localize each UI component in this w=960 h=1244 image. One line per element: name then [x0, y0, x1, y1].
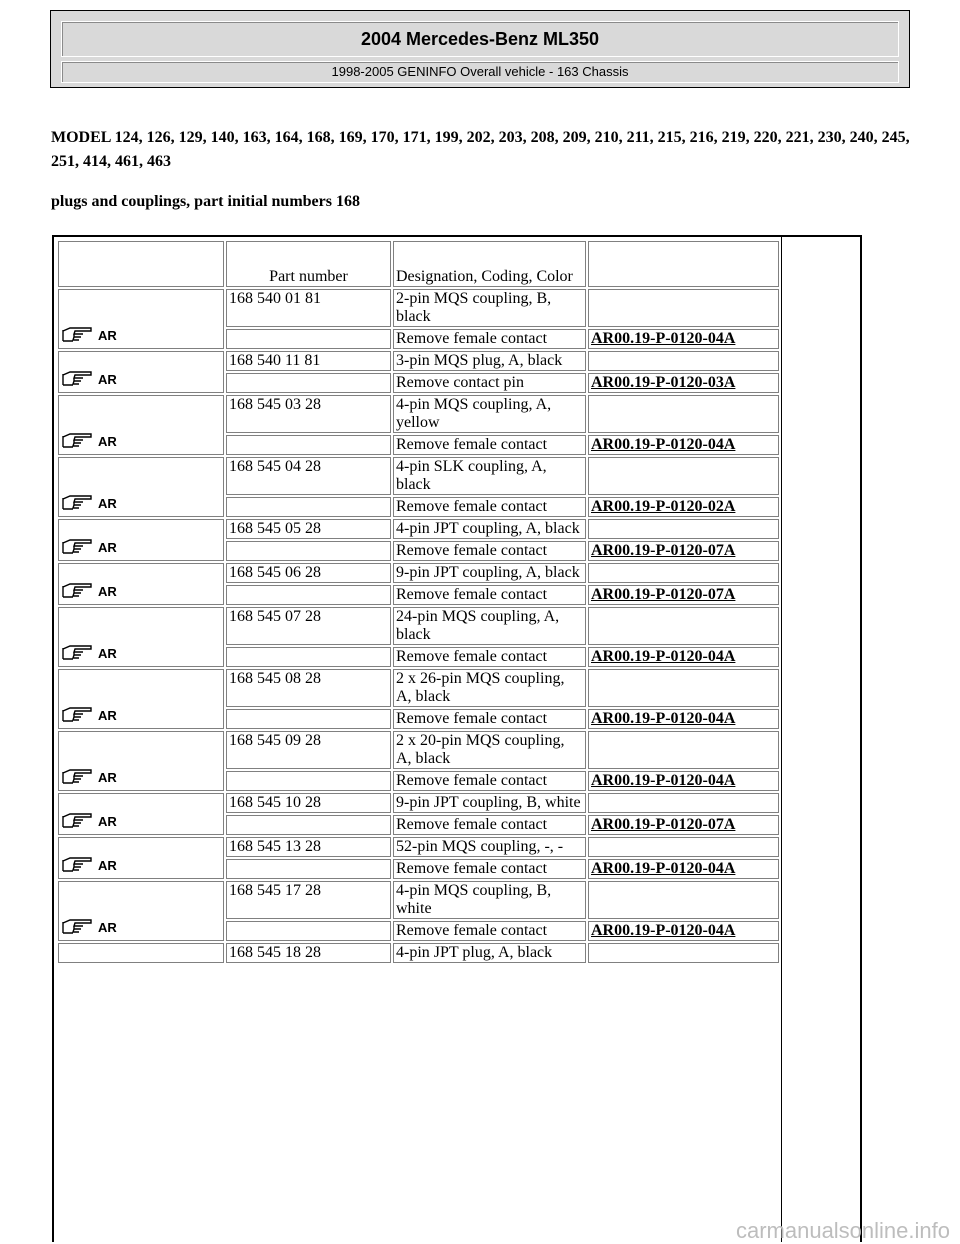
- action-text: Remove contact pin: [393, 373, 586, 393]
- row-icon-cell: [58, 395, 224, 455]
- header-designation: Designation, Coding, Color: [393, 241, 586, 287]
- action-text: Remove female contact: [393, 497, 586, 517]
- action-text: Remove female contact: [393, 709, 586, 729]
- svg-text:AR: AR: [98, 584, 117, 599]
- procedure-link[interactable]: AR00.19-P-0120-02A: [591, 498, 736, 515]
- table-row: [58, 457, 779, 495]
- hand-pointer-icon: [61, 325, 123, 343]
- table-row: [58, 943, 779, 963]
- procedure-link[interactable]: AR00.19-P-0120-03A: [591, 374, 736, 391]
- model-list: MODEL 124, 126, 129, 140, 163, 164, 168, 169, 170, 171, 199, 202, 203, 208, 209, 210, 211, 215, 216, 219, 220, 221, 230, 240, 245, 251, 414, 461, 463: [51, 129, 910, 170]
- page-header: [50, 10, 910, 88]
- action-text: Remove female contact: [393, 647, 586, 667]
- part-number: 168 540 01 81: [226, 289, 391, 327]
- row-icon-cell: [58, 881, 224, 941]
- action-text: Remove female contact: [393, 815, 586, 835]
- table-row: [58, 289, 779, 327]
- part-number: 168 545 04 28: [226, 457, 391, 495]
- hand-pointer-icon: [61, 493, 123, 511]
- table-row: [58, 837, 779, 857]
- svg-text:AR: AR: [98, 858, 117, 873]
- designation: 4-pin JPT coupling, A, black: [393, 519, 586, 539]
- procedure-link[interactable]: AR00.19-P-0120-04A: [591, 772, 736, 789]
- procedure-link[interactable]: AR00.19-P-0120-04A: [591, 648, 736, 665]
- row-icon-cell: [58, 457, 224, 517]
- procedure-link[interactable]: AR00.19-P-0120-04A: [591, 860, 736, 877]
- hand-pointer-icon: [61, 917, 123, 935]
- designation: 24-pin MQS coupling, A, black: [393, 607, 586, 645]
- table-row: [58, 881, 779, 919]
- hand-pointer-icon: [61, 767, 123, 785]
- action-text: Remove female contact: [393, 435, 586, 455]
- svg-text:AR: AR: [98, 920, 117, 935]
- svg-text:AR: AR: [98, 328, 117, 343]
- part-number: 168 545 05 28: [226, 519, 391, 539]
- table-row: [58, 395, 779, 433]
- designation: 9-pin JPT coupling, B, white: [393, 793, 586, 813]
- table-row: [58, 731, 779, 769]
- part-number: 168 545 08 28: [226, 669, 391, 707]
- designation: 2 x 20-pin MQS coupling, A, black: [393, 731, 586, 769]
- hand-pointer-icon: [61, 537, 123, 555]
- procedure-link[interactable]: AR00.19-P-0120-04A: [591, 710, 736, 727]
- svg-text:AR: AR: [98, 814, 117, 829]
- svg-text:AR: AR: [98, 434, 117, 449]
- action-text: Remove female contact: [393, 541, 586, 561]
- procedure-link[interactable]: AR00.19-P-0120-04A: [591, 436, 736, 453]
- header-part-number: Part number: [226, 241, 391, 287]
- row-icon-cell: [58, 607, 224, 667]
- svg-text:AR: AR: [98, 708, 117, 723]
- hand-pointer-icon: [61, 431, 123, 449]
- row-icon-cell: [58, 351, 224, 393]
- designation: 4-pin SLK coupling, A, black: [393, 457, 586, 495]
- part-number: 168 545 18 28: [226, 943, 391, 963]
- procedure-link[interactable]: AR00.19-P-0120-07A: [591, 586, 736, 603]
- action-text: Remove female contact: [393, 771, 586, 791]
- action-text: Remove female contact: [393, 859, 586, 879]
- table-row: [58, 563, 779, 583]
- designation: 4-pin MQS coupling, A, yellow: [393, 395, 586, 433]
- table-row: [58, 607, 779, 645]
- table-row: [58, 669, 779, 707]
- designation: 9-pin JPT coupling, A, black: [393, 563, 586, 583]
- row-icon-cell: [58, 837, 224, 879]
- row-icon-cell: [58, 731, 224, 791]
- hand-pointer-icon: [61, 705, 123, 723]
- part-number: 168 545 13 28: [226, 837, 391, 857]
- row-icon-cell: [58, 563, 224, 605]
- section-title: plugs and couplings, part initial numbers 168: [51, 193, 360, 210]
- parts-table: [56, 239, 781, 965]
- hand-pointer-icon: [61, 811, 123, 829]
- svg-text:AR: AR: [98, 496, 117, 511]
- designation: 2 x 26-pin MQS coupling, A, black: [393, 669, 586, 707]
- row-icon-cell: [58, 793, 224, 835]
- hand-pointer-icon: [61, 581, 123, 599]
- part-number: 168 545 03 28: [226, 395, 391, 433]
- procedure-link[interactable]: AR00.19-P-0120-07A: [591, 816, 736, 833]
- designation: 4-pin JPT plug, A, black: [393, 943, 586, 963]
- part-number: 168 545 17 28: [226, 881, 391, 919]
- hand-pointer-icon: [61, 855, 123, 873]
- designation: 2-pin MQS coupling, B, black: [393, 289, 586, 327]
- table-header-row: [58, 241, 779, 287]
- svg-text:AR: AR: [98, 646, 117, 661]
- action-text: Remove female contact: [393, 585, 586, 605]
- action-text: Remove female contact: [393, 921, 586, 941]
- document-subtitle: 1998-2005 GENINFO Overall vehicle - 163 Chassis: [61, 61, 899, 83]
- designation: 4-pin MQS coupling, B, white: [393, 881, 586, 919]
- part-number: 168 545 07 28: [226, 607, 391, 645]
- hand-pointer-icon: [61, 369, 123, 387]
- table-row: [58, 351, 779, 371]
- part-number: 168 540 11 81: [226, 351, 391, 371]
- part-number: 168 545 09 28: [226, 731, 391, 769]
- svg-text:AR: AR: [98, 372, 117, 387]
- designation: 52-pin MQS coupling, -, -: [393, 837, 586, 857]
- row-icon-cell: [58, 289, 224, 349]
- part-number: 168 545 10 28: [226, 793, 391, 813]
- hand-pointer-icon: [61, 643, 123, 661]
- designation: 3-pin MQS plug, A, black: [393, 351, 586, 371]
- procedure-link[interactable]: AR00.19-P-0120-04A: [591, 330, 736, 347]
- row-icon-cell: [58, 519, 224, 561]
- procedure-link[interactable]: AR00.19-P-0120-07A: [591, 542, 736, 559]
- procedure-link[interactable]: AR00.19-P-0120-04A: [591, 922, 736, 939]
- table-row: [58, 519, 779, 539]
- row-icon-cell: [58, 669, 224, 729]
- parts-table-frame: [52, 235, 862, 1242]
- action-text: Remove female contact: [393, 329, 586, 349]
- svg-text:AR: AR: [98, 540, 117, 555]
- table-row: [58, 793, 779, 813]
- watermark: carmanualsonline.info: [735, 1218, 950, 1243]
- part-number: 168 545 06 28: [226, 563, 391, 583]
- svg-text:AR: AR: [98, 770, 117, 785]
- document-title: 2004 Mercedes-Benz ML350: [61, 21, 899, 57]
